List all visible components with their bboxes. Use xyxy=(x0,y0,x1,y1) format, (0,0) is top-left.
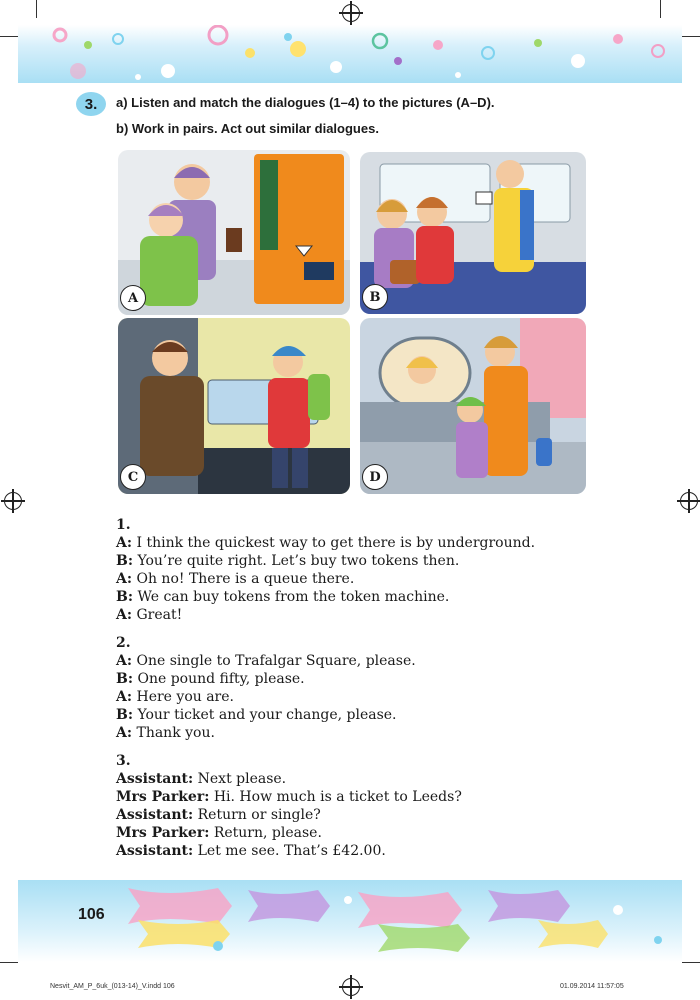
arrows-decoration xyxy=(18,880,682,962)
dialogue-line xyxy=(116,824,656,842)
dialogue-line xyxy=(116,724,656,742)
dialogue-line xyxy=(116,770,656,788)
speaker: A: xyxy=(116,535,133,551)
speaker: A: xyxy=(116,571,133,587)
speaker: B: xyxy=(116,671,134,687)
bottom-decorative-band xyxy=(18,880,682,962)
picture-c-illustration xyxy=(118,318,350,494)
dialogue-line xyxy=(116,706,656,724)
line-text: Thank you. xyxy=(132,725,215,741)
line-text: One pound fifty, please. xyxy=(133,671,305,687)
task-number-badge: 3. xyxy=(76,92,106,116)
dialogue-line xyxy=(116,788,656,806)
line-text: Great! xyxy=(132,607,183,623)
dialogue-line xyxy=(116,588,656,606)
crop-mark xyxy=(36,0,37,18)
page-number: 106 xyxy=(78,906,105,923)
dialogues xyxy=(116,516,656,870)
picture-label: A xyxy=(120,285,146,311)
dialogue-number: 3. xyxy=(116,753,131,769)
line-text: Oh no! There is a queue there. xyxy=(132,571,355,587)
picture-c xyxy=(118,318,350,494)
dialogue-line xyxy=(116,806,656,824)
line-text: Return, please. xyxy=(209,825,322,841)
task-instruction-a: a) Listen and match the dialogues (1–4) to the pictures (A–D). xyxy=(116,95,495,110)
top-decorative-band xyxy=(18,25,682,83)
registration-mark-icon xyxy=(342,978,360,996)
footer-file-name: Nesvit_AM_P_6uk_(013-14)_V.indd 106 xyxy=(50,983,175,990)
dialogue-number: 1. xyxy=(116,517,131,533)
picture-a xyxy=(118,150,350,315)
task-instruction-b: b) Work in pairs. Act out similar dialogues. xyxy=(116,121,379,136)
speaker: A: xyxy=(116,653,133,669)
line-text: We can buy tokens from the token machine. xyxy=(133,589,450,605)
picture-b-illustration xyxy=(360,152,586,314)
dialogue-number: 2. xyxy=(116,635,131,651)
dialogue-line xyxy=(116,552,656,570)
speaker: A: xyxy=(116,689,133,705)
speaker: Assistant: xyxy=(116,807,194,823)
line-text: Let me see. That’s £42.00. xyxy=(193,843,386,859)
speaker: Assistant: xyxy=(116,771,194,787)
picture-label: D xyxy=(362,464,388,490)
speaker: B: xyxy=(116,589,134,605)
picture-b xyxy=(360,152,586,314)
picture-a-illustration xyxy=(118,150,350,315)
dialogue-line xyxy=(116,606,656,624)
speaker: Assistant: xyxy=(116,843,194,859)
registration-mark-icon xyxy=(680,492,698,510)
dialogue-line xyxy=(116,688,656,706)
registration-mark-icon xyxy=(342,4,360,22)
speaker: B: xyxy=(116,553,134,569)
speaker: Mrs Parker: xyxy=(116,789,210,805)
line-text: Return or single? xyxy=(193,807,321,823)
speaker: A: xyxy=(116,725,133,741)
line-text: Here you are. xyxy=(132,689,234,705)
line-text: I think the quickest way to get there is by underground. xyxy=(132,535,536,551)
dialogue-line xyxy=(116,534,656,552)
crop-mark xyxy=(682,962,700,963)
speaker: A: xyxy=(116,607,133,623)
dialogue-2 xyxy=(116,634,656,742)
dialogue-line xyxy=(116,842,656,860)
dialogue-line xyxy=(116,652,656,670)
picture-d-illustration xyxy=(360,318,586,494)
bubbles-decoration xyxy=(18,25,682,83)
line-text: One single to Trafalgar Square, please. xyxy=(132,653,416,669)
line-text: Your ticket and your change, please. xyxy=(133,707,397,723)
dialogue-3 xyxy=(116,752,656,860)
picture-label: B xyxy=(362,284,388,310)
registration-mark-icon xyxy=(4,492,22,510)
line-text: Next please. xyxy=(193,771,287,787)
crop-mark xyxy=(660,0,661,18)
footer-datetime: 01.09.2014 11:57:05 xyxy=(560,983,624,990)
crop-mark xyxy=(0,36,18,37)
line-text: You’re quite right. Let’s buy two tokens then. xyxy=(133,553,460,569)
dialogue-1 xyxy=(116,516,656,624)
picture-d xyxy=(360,318,586,494)
crop-mark xyxy=(682,36,700,37)
picture-label: C xyxy=(120,464,146,490)
dialogue-line xyxy=(116,570,656,588)
dialogue-line xyxy=(116,670,656,688)
crop-mark xyxy=(0,962,18,963)
speaker: Mrs Parker: xyxy=(116,825,210,841)
line-text: Hi. How much is a ticket to Leeds? xyxy=(209,789,462,805)
speaker: B: xyxy=(116,707,134,723)
